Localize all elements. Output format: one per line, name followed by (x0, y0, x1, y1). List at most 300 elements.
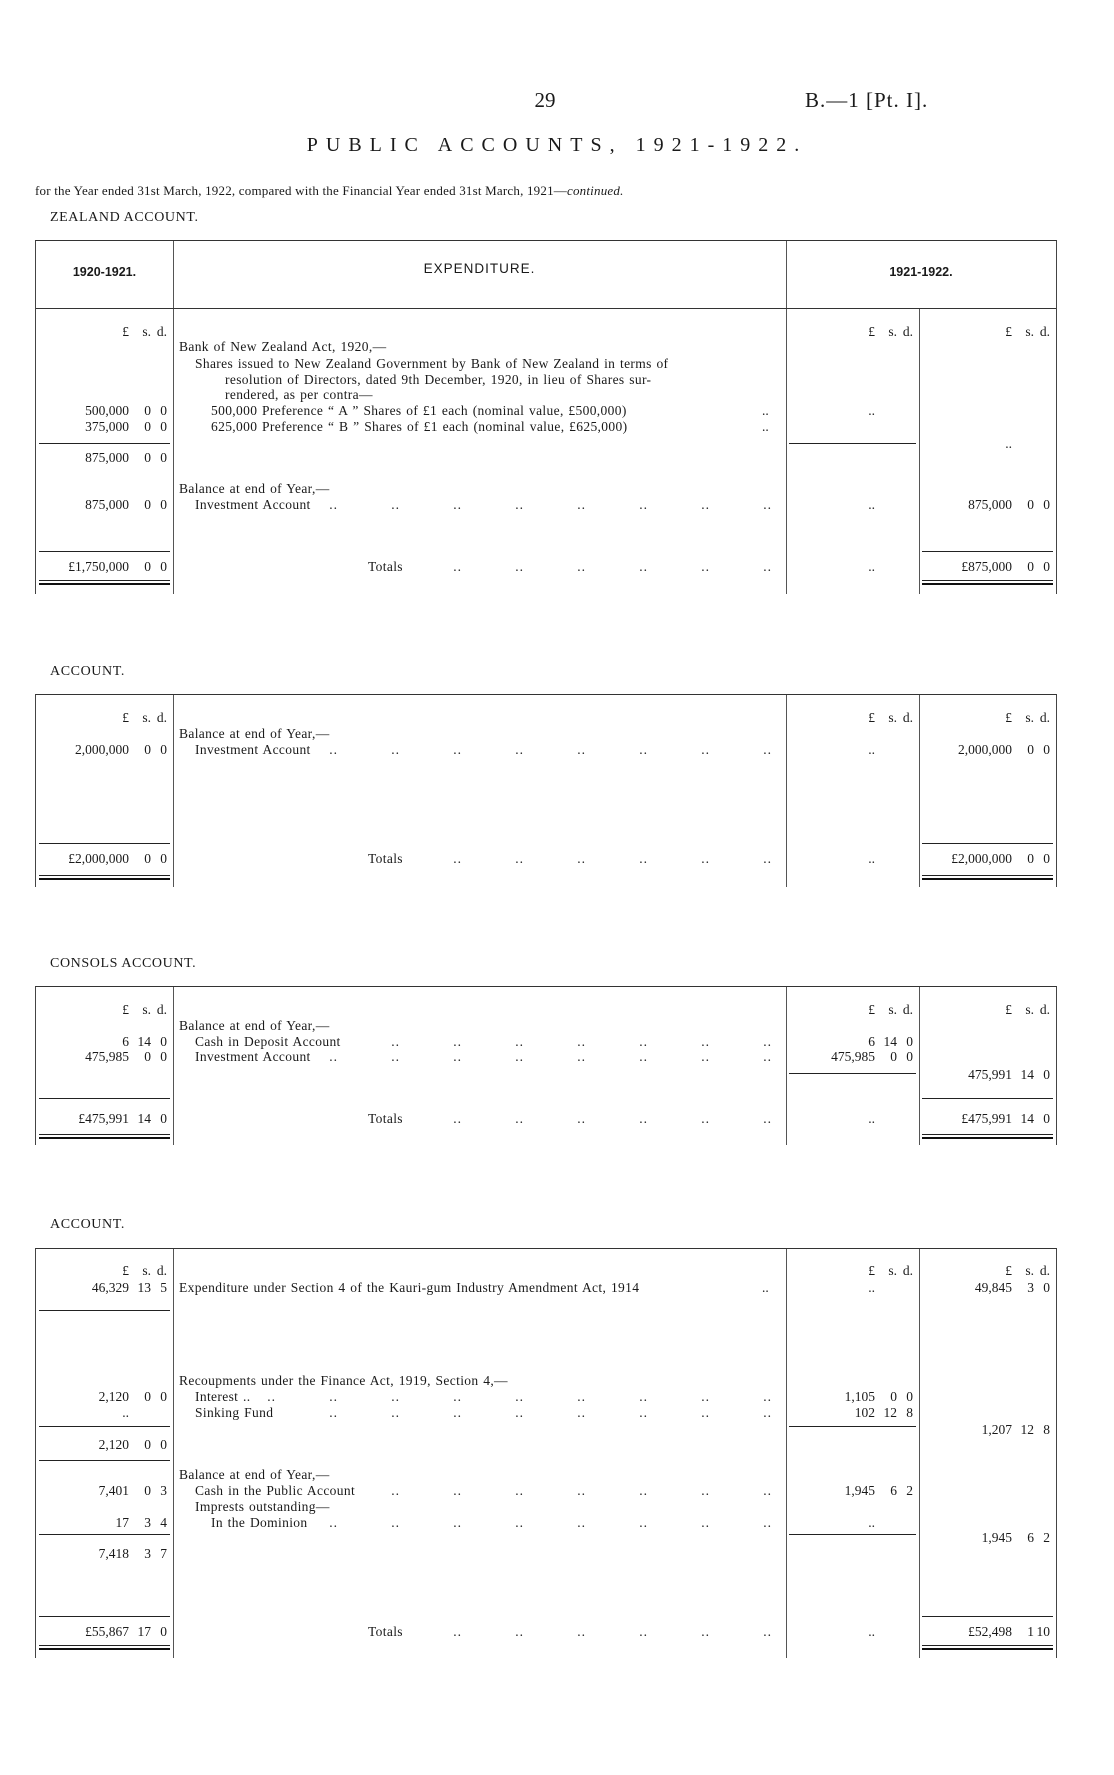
leader-dots: .. (763, 1034, 772, 1049)
pence: 0 (160, 1437, 167, 1452)
header-curr-year: 1921-1922. (889, 265, 953, 279)
leader-dots: .. (515, 742, 524, 757)
table-row (36, 450, 1056, 466)
description-text: Investment Account (195, 497, 311, 512)
table-row (36, 403, 1056, 419)
leader-dots: .. (453, 559, 462, 574)
description-text: Investment Account (195, 742, 311, 757)
table-row (36, 419, 1056, 435)
amount-c3 (786, 497, 913, 513)
leader-dots: .. (701, 1624, 710, 1639)
leader-dots: .. (701, 1483, 710, 1498)
shillings: 1 (1027, 1624, 1034, 1639)
shillings: s. (888, 710, 897, 725)
table-row (36, 324, 1056, 340)
leader-dots: .. (329, 497, 338, 512)
pounds: £ (1005, 710, 1012, 725)
shillings: 0 (144, 1483, 151, 1498)
shillings (875, 742, 897, 758)
dot-leader (317, 742, 772, 758)
leader-dots: .. (701, 1049, 710, 1064)
amount-c3 (786, 1280, 913, 1296)
subtitle-text: for the Year ended 31st March, 1922, compared with the Financial Year ended 31st March, 1921— (35, 183, 567, 198)
amount-c1 (36, 1389, 167, 1405)
pence: 8 (1043, 1422, 1050, 1437)
pence: 0 (160, 419, 167, 434)
leader-dots: .. (515, 1405, 524, 1420)
leader-dots: .. (577, 1034, 586, 1049)
leader-dots: .. (577, 851, 586, 866)
amount-c3 (786, 1111, 913, 1127)
shillings: 14 (1020, 1067, 1034, 1082)
shillings: 0 (144, 450, 151, 465)
pounds: £55,867 (85, 1624, 129, 1639)
leader-dots: .. (453, 1389, 462, 1404)
description-text: Cash in the Public Account (195, 1483, 356, 1498)
leader-dots: .. (763, 1483, 772, 1498)
pounds: .. (868, 1515, 875, 1530)
amount-c4 (919, 710, 1050, 726)
description-text: Balance at end of Year,— (179, 1467, 330, 1482)
shillings: 3 (1027, 1280, 1034, 1295)
pounds: 500,000 (85, 403, 129, 418)
amount-c3 (786, 1002, 913, 1018)
pounds: £ (1005, 1002, 1012, 1017)
table-row (36, 1483, 1056, 1499)
pence (897, 559, 913, 575)
pounds: £52,498 (968, 1624, 1012, 1639)
shillings: s. (1025, 710, 1034, 725)
shillings: s. (1025, 1263, 1034, 1278)
leader-dots: .. (701, 1034, 710, 1049)
pounds: 1,945 (844, 1483, 875, 1498)
account-table (35, 240, 1057, 594)
amount-c1 (36, 851, 167, 867)
pence: 8 (906, 1405, 913, 1420)
shillings: s. (142, 1263, 151, 1278)
shillings: 14 (883, 1034, 897, 1049)
table-row (36, 1624, 1056, 1640)
leader-dots: .. (763, 1111, 772, 1126)
dot-leader: .. (762, 403, 769, 418)
table-row (36, 356, 1056, 372)
amount-c4 (919, 1002, 1050, 1018)
table-row (36, 1002, 1056, 1018)
column-divider (786, 1249, 787, 1658)
table-row (36, 1018, 1056, 1034)
leader-dots: .. (763, 1389, 772, 1404)
subtitle-continued: continued. (567, 183, 624, 198)
leader-dots: .. (763, 742, 772, 757)
line-description (179, 1018, 772, 1034)
amount-c1 (36, 1263, 167, 1279)
sum-rule (789, 1426, 916, 1427)
pence (151, 1405, 167, 1421)
amount-c3 (786, 1034, 913, 1050)
sum-rule (39, 1098, 170, 1099)
pence: 0 (1043, 559, 1050, 574)
header-expenditure: EXPENDITURE. (423, 261, 536, 276)
line-description (211, 1515, 772, 1531)
amount-c4 (919, 1280, 1050, 1296)
pounds: 1,207 (981, 1422, 1012, 1437)
amount-c3 (786, 742, 913, 758)
pounds: £2,000,000 (951, 851, 1012, 866)
pence (897, 497, 913, 513)
leader-dots: .. (453, 1111, 462, 1126)
amount-c4 (919, 324, 1050, 340)
pounds: 7,401 (98, 1483, 129, 1498)
pence: 0 (906, 1389, 913, 1404)
pence: 0 (160, 1389, 167, 1404)
document-reference: B.—1 [Pt. I]. (805, 88, 929, 112)
shillings (875, 851, 897, 867)
amount-c4 (919, 1067, 1050, 1083)
shillings: s. (888, 1263, 897, 1278)
page-subtitle (35, 183, 624, 199)
shillings: s. (1025, 324, 1034, 339)
table-row (36, 1437, 1056, 1453)
shillings: 0 (144, 1437, 151, 1452)
pence: 0 (160, 1624, 167, 1639)
pence: d. (156, 1002, 167, 1017)
pence: 0 (160, 742, 167, 757)
pounds: 475,991 (968, 1067, 1012, 1082)
amount-c4 (919, 742, 1050, 758)
description-text: Cash in Deposit Account (195, 1034, 341, 1049)
leader-dots: .. (453, 742, 462, 757)
leader-dots: .. (639, 1034, 648, 1049)
leader-dots: .. (763, 1405, 772, 1420)
sum-rule (922, 843, 1053, 844)
shillings: 14 (137, 1034, 151, 1049)
pounds: 375,000 (85, 419, 129, 434)
leader-dots: .. (639, 851, 648, 866)
description-text: rendered, as per contra— (225, 387, 373, 402)
amount-c4 (919, 1263, 1050, 1279)
leader-dots: .. (515, 1483, 524, 1498)
leader-dots: .. (515, 1049, 524, 1064)
leader-dots: .. (639, 1515, 648, 1530)
pounds: .. (868, 742, 875, 757)
description-text: 500,000 Preference “ A ” Shares of £1 each (nominal value, £500,000) (211, 403, 627, 418)
leader-dots: .. (701, 851, 710, 866)
leader-dots: .. (329, 1405, 338, 1420)
line-description (195, 356, 772, 372)
dot-leader (409, 1624, 772, 1640)
section-heading: ACCOUNT. (50, 1217, 125, 1232)
table-row (36, 339, 1056, 355)
amount-c1 (36, 1049, 167, 1065)
leader-dots: .. (577, 1049, 586, 1064)
header-rule (36, 308, 1056, 309)
amount-c3 (786, 403, 913, 419)
pounds: 875,000 (85, 497, 129, 512)
leader-dots: .. (577, 742, 586, 757)
leader-dots: .. (577, 1389, 586, 1404)
pounds: £475,991 (961, 1111, 1012, 1126)
sum-rule (789, 1073, 916, 1074)
leader-dots: .. (453, 1483, 462, 1498)
description-text: In the Dominion (211, 1515, 308, 1530)
pounds: 6 (122, 1034, 129, 1049)
amount-c1 (36, 497, 167, 513)
description-text: Interest .. (195, 1389, 251, 1404)
pence: 0 (160, 1034, 167, 1049)
table-row (36, 1422, 1056, 1438)
amount-c1 (36, 1515, 167, 1531)
double-total-rule (922, 580, 1053, 585)
leader-dots: .. (453, 1405, 462, 1420)
table-row (36, 726, 1056, 742)
leader-dots: .. (577, 497, 586, 512)
description-text: Bank of New Zealand Act, 1920,— (179, 339, 387, 354)
amount-c3 (786, 1515, 913, 1531)
line-description (195, 1483, 772, 1499)
shillings: s. (142, 1002, 151, 1017)
dot-leader (347, 1034, 772, 1050)
leader-dots: .. (391, 1483, 400, 1498)
pounds: £ (122, 1002, 129, 1017)
leader-dots: .. (701, 1405, 710, 1420)
pounds: .. (122, 1405, 129, 1420)
leader-dots: .. (453, 1034, 462, 1049)
pence: d. (156, 1263, 167, 1278)
description-text: Imprests outstanding— (195, 1499, 330, 1514)
amount-c1 (36, 450, 167, 466)
table-row (36, 1111, 1056, 1127)
pounds: 1,105 (844, 1389, 875, 1404)
dot-leader (256, 1389, 772, 1405)
line-description (368, 1624, 772, 1640)
shillings: 0 (144, 403, 151, 418)
dot-leader: .. (762, 419, 769, 434)
leader-dots: .. (453, 851, 462, 866)
description-text: Balance at end of Year,— (179, 726, 330, 741)
leader-dots: .. (701, 1389, 710, 1404)
leader-dots: .. (267, 1389, 276, 1404)
account-table (35, 986, 1057, 1145)
leader-dots: .. (577, 1483, 586, 1498)
shillings (875, 1280, 897, 1296)
description-text: Investment Account (195, 1049, 311, 1064)
pence: 2 (1043, 1530, 1050, 1545)
column-divider (919, 1249, 920, 1658)
line-description (195, 1389, 772, 1405)
pounds: 2,000,000 (75, 742, 129, 757)
shillings: 0 (1027, 742, 1034, 757)
column-divider (173, 1249, 174, 1658)
amount-c1 (36, 1624, 167, 1640)
amount-c1 (36, 559, 167, 575)
leader-dots: .. (515, 1111, 524, 1126)
leader-dots: .. (391, 1049, 400, 1064)
pence: d. (156, 710, 167, 725)
leader-dots: .. (639, 1049, 648, 1064)
leader-dots: .. (701, 1515, 710, 1530)
pounds: .. (868, 559, 875, 574)
sum-rule (39, 1310, 170, 1311)
shillings: 14 (137, 1111, 151, 1126)
pounds: 1,945 (981, 1530, 1012, 1545)
pence: d. (902, 1002, 913, 1017)
leader-dots: .. (577, 1624, 586, 1639)
leader-dots: .. (577, 1111, 586, 1126)
line-description (179, 726, 772, 742)
pounds: .. (868, 1111, 875, 1126)
description-text: Totals (368, 1111, 403, 1126)
dot-leader (409, 559, 772, 575)
pence: 0 (1043, 1067, 1050, 1082)
sum-rule (39, 551, 170, 552)
leader-dots: .. (763, 497, 772, 512)
pence: 10 (1036, 1624, 1050, 1639)
amount-c3 (786, 324, 913, 340)
table-row (36, 851, 1056, 867)
leader-dots: .. (329, 1515, 338, 1530)
shillings (875, 559, 897, 575)
pounds: 475,985 (85, 1049, 129, 1064)
line-description (225, 372, 772, 388)
amount-c3 (786, 1624, 913, 1640)
table-row (36, 387, 1056, 403)
description-text: resolution of Directors, dated 9th December, 1920, in lieu of Shares sur- (225, 372, 652, 387)
pence: 0 (160, 559, 167, 574)
leader-dots: .. (453, 1624, 462, 1639)
leader-dots: .. (701, 1111, 710, 1126)
shillings (875, 1624, 897, 1640)
pounds: £ (1005, 324, 1012, 339)
pounds: 2,120 (98, 1437, 129, 1452)
table-row (36, 481, 1056, 497)
shillings: s. (888, 1002, 897, 1017)
shillings: 12 (883, 1405, 897, 1420)
pence: 0 (160, 1111, 167, 1126)
double-total-rule (39, 875, 170, 880)
pence: 0 (160, 1049, 167, 1064)
dot-leader (409, 851, 772, 867)
pounds: 2,000,000 (958, 742, 1012, 757)
table-row (36, 559, 1056, 575)
header-prev-year: 1920-1921. (72, 265, 137, 279)
description-text: Expenditure under Section 4 of the Kauri-gum Industry Amendment Act, 1914 (179, 1280, 640, 1295)
pence: 0 (1043, 1280, 1050, 1295)
pounds: £ (122, 710, 129, 725)
leader-dots: .. (515, 1515, 524, 1530)
amount-c1 (36, 710, 167, 726)
line-description (179, 339, 772, 355)
table-row (36, 1530, 1056, 1546)
leader-dots: .. (515, 851, 524, 866)
page-title: PUBLIC ACCOUNTS, 1921-1922. (306, 134, 808, 156)
pence (897, 742, 913, 758)
double-total-rule (39, 580, 170, 585)
shillings: s. (142, 710, 151, 725)
leader-dots: .. (639, 1111, 648, 1126)
shillings (875, 1515, 897, 1531)
table-row (36, 497, 1056, 513)
leader-dots: .. (763, 1624, 772, 1639)
leader-dots: .. (763, 1049, 772, 1064)
double-total-rule (922, 1134, 1053, 1139)
pounds: .. (868, 851, 875, 866)
amount-c3 (786, 710, 913, 726)
leader-dots: .. (639, 1389, 648, 1404)
pence: 0 (160, 851, 167, 866)
dot-leader (361, 1483, 772, 1499)
shillings (875, 403, 897, 419)
dot-leader (409, 1111, 772, 1127)
dot-leader (279, 1405, 772, 1421)
line-description (368, 1111, 772, 1127)
shillings: 17 (137, 1624, 151, 1639)
pounds: 475,985 (831, 1049, 875, 1064)
description-text: Shares issued to New Zealand Government by Bank of New Zealand in terms of (195, 356, 669, 371)
shillings: 0 (890, 1389, 897, 1404)
description-text: Sinking Fund (195, 1405, 274, 1420)
table-row (36, 1373, 1056, 1389)
leader-dots: .. (515, 1389, 524, 1404)
pence: d. (156, 324, 167, 339)
sum-rule (39, 1426, 170, 1427)
pence: 0 (160, 403, 167, 418)
table-row (36, 1405, 1056, 1421)
table-row (36, 1067, 1056, 1083)
shillings: 0 (144, 1049, 151, 1064)
table-row (36, 742, 1056, 758)
shillings: 0 (144, 851, 151, 866)
sum-rule (922, 1616, 1053, 1617)
dot-leader (317, 1049, 772, 1065)
leader-dots: .. (391, 1034, 400, 1049)
pounds: 875,000 (85, 450, 129, 465)
description-text: Balance at end of Year,— (179, 481, 330, 496)
leader-dots: .. (391, 1389, 400, 1404)
shillings: 0 (1027, 851, 1034, 866)
pence: d. (1039, 1263, 1050, 1278)
amount-c4 (919, 851, 1050, 867)
dot-leader: .. (762, 1280, 769, 1295)
pounds: 46,329 (91, 1280, 129, 1295)
pence: 0 (160, 450, 167, 465)
pounds: 2,120 (98, 1389, 129, 1404)
pounds: .. (1005, 436, 1012, 451)
amount-c4 (919, 1422, 1050, 1438)
pence: d. (902, 324, 913, 339)
amount-c1 (36, 1437, 167, 1453)
pence: 0 (1043, 851, 1050, 866)
amount-c3 (786, 851, 913, 867)
leader-dots: .. (639, 1483, 648, 1498)
double-total-rule (39, 1645, 170, 1650)
amount-c1 (36, 1034, 167, 1050)
shillings: 0 (144, 742, 151, 757)
section-heading: CONSOLS ACCOUNT. (50, 956, 197, 971)
pounds: .. (868, 403, 875, 418)
line-description (179, 1373, 772, 1389)
table-row (36, 1515, 1056, 1531)
amount-c1 (36, 1483, 167, 1499)
shillings: 3 (144, 1515, 151, 1530)
table-row (36, 1049, 1056, 1065)
amount-c1 (36, 1002, 167, 1018)
amount-c1 (36, 742, 167, 758)
description-text: Totals (368, 851, 403, 866)
leader-dots: .. (329, 1049, 338, 1064)
leader-dots: .. (391, 742, 400, 757)
pence (897, 1515, 913, 1531)
pence: 0 (160, 497, 167, 512)
